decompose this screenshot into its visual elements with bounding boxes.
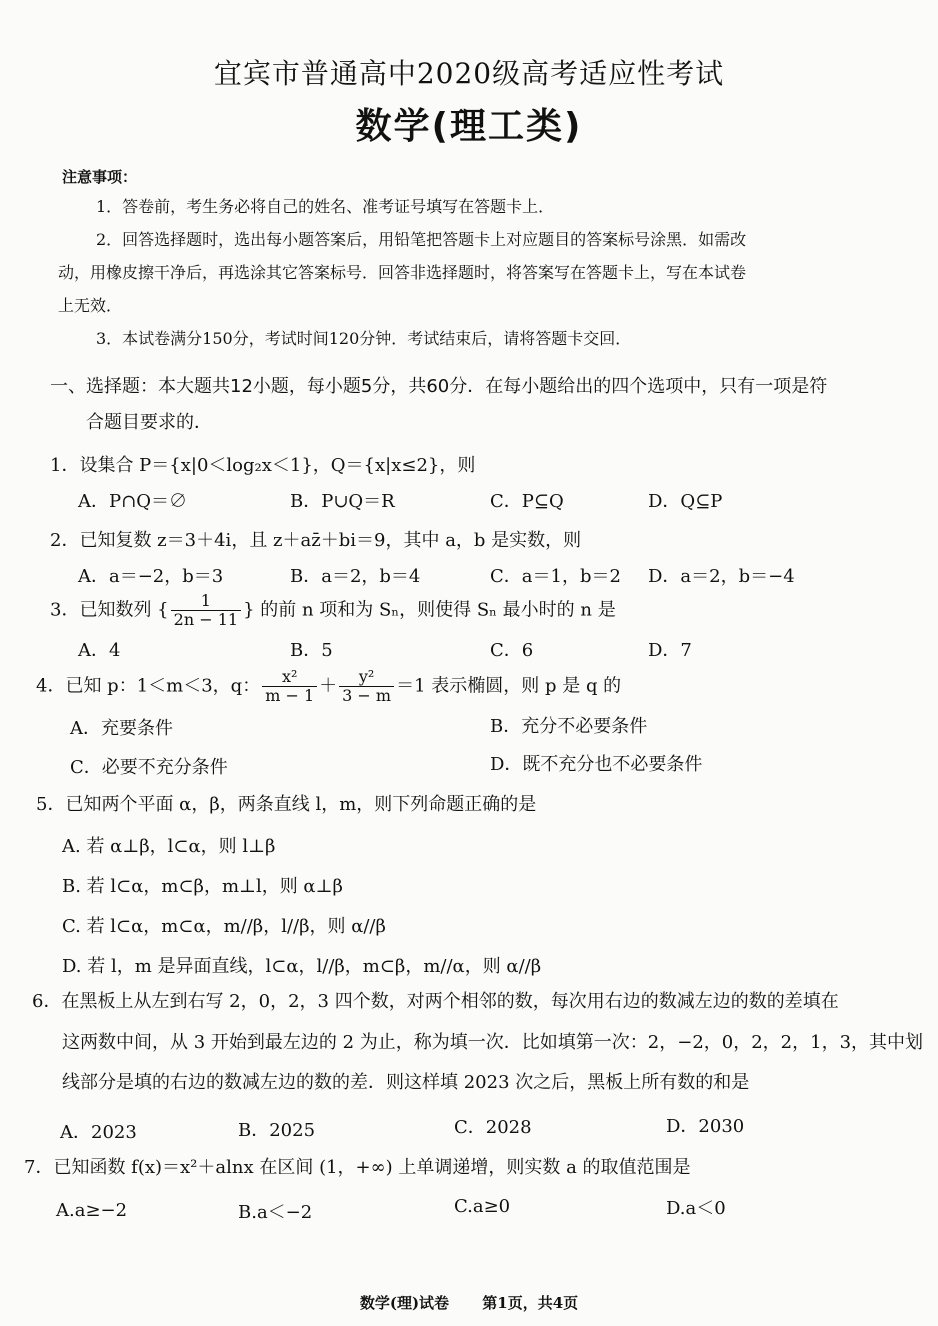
exam-title: 宜宾市普通高中2020级高考适应性考试 [213,57,725,90]
subject-title: 数学(理工类) [355,106,583,147]
question-4-stem [36,668,621,705]
question-2-option-d: D．a＝2，b＝−4 [648,566,795,587]
question-4-option-b: B．充分不必要条件 [490,716,648,737]
question-3-option-c: C．6 [490,640,534,661]
question-2-stem: 2．已知复数 z＝3＋4i，且 z＋az̄＋bi＝9，其中 a，b 是实数，则 [50,530,582,551]
question-4-plus: ＋ [319,675,338,697]
question-4-fraction-2-den: 3 − m [342,686,392,705]
question-4-stem-post: ＝1 表示椭圆，则 p 是 q 的 [396,675,622,697]
notice-heading: 注意事项： [62,168,138,186]
question-4-option-d: D．既不充分也不必要条件 [490,754,703,775]
question-6-option-a: A．2023 [60,1122,137,1143]
notice-item-3: 3．本试卷满分150分，考试时间120分钟．考试结束后，请将答题卡交回． [96,329,632,348]
question-4-fraction-2 [339,668,394,705]
notice-item-2-cont: 动，用橡皮擦干净后，再选涂其它答案标号．回答非选择题时，将答案写在答题卡上，写在本试卷 [58,263,747,282]
question-5-option-d: D. 若 l，m 是异面直线，l⊂α，l//β，m⊂β，m//α，则 α//β [62,956,542,977]
question-6-line-3: 线部分是填的右边的数减左边的数的差．则这样填 2023 次之后，黑板上所有数的和是 [62,1072,750,1093]
question-2-option-c: C．a＝1，b＝2 [490,566,621,587]
question-5-option-a: A. 若 α⊥β，l⊂α，则 l⊥β [62,836,276,857]
question-1-stem: 1．设集合 P＝{x|0＜log₂x＜1}，Q＝{x|x≤2}，则 [50,455,476,476]
notice-item-1: 1．答卷前，考生务必将自己的姓名、准考证号填写在答题卡上． [96,197,555,216]
notice-item-2: 2．回答选择题时，选出每小题答案后，用铅笔把答题卡上对应题目的答案标号涂黑．如需改 [96,230,747,249]
question-6-option-c: C．2028 [454,1117,532,1138]
question-4-stem-pre: 4．已知 p：1＜m＜3，q： [36,675,261,697]
question-7-option-d: D.a＜0 [666,1198,726,1219]
question-3-stem-post: } 的前 n 项和为 Sₙ，则使得 Sₙ 最小时的 n 是 [243,599,616,621]
question-4-fraction-1-den: m − 1 [265,686,315,705]
question-5-option-b: B. 若 l⊂α，m⊂β，m⊥l，则 α⊥β [62,876,343,897]
question-3-option-d: D．7 [648,640,692,661]
question-4-fraction-1-num: x² [262,668,317,687]
question-2-option-a: A．a＝−2，b＝3 [78,566,224,587]
question-3-option-a: A．4 [78,640,121,661]
notice-item-2-end: 上无效． [58,296,123,315]
question-3-fraction-num: 1 [171,592,241,611]
question-3-stem-pre: 3．已知数列 { [50,599,169,621]
question-3-stem [50,592,616,629]
question-1-option-d: D．Q⊆P [648,491,723,512]
question-5-option-c: C. 若 l⊂α，m⊂α，m//β，l//β，则 α//β [62,916,386,937]
question-3-fraction-den: 2n − 11 [173,610,239,629]
footer-page-number: 第1页，共4页 [482,1294,579,1312]
question-3-fraction [171,592,241,629]
section-heading-cont: 合题目要求的． [86,412,212,433]
footer-paper-name: 数学(理)试卷 [359,1294,450,1312]
question-1-option-a: A．P∩Q＝∅ [78,491,187,512]
question-6-option-d: D．2030 [666,1116,745,1137]
question-1-option-b: B．P∪Q＝R [290,491,395,512]
question-3-option-b: B．5 [290,640,333,661]
question-2-option-b: B．a＝2，b＝4 [290,566,421,587]
question-4-option-a: A．充要条件 [70,718,173,739]
question-1-option-c: C．P⊆Q [490,491,564,512]
question-7-stem: 7．已知函数 f(x)＝x²＋alnx 在区间 (1，+∞) 上单调递增，则实数 a 的取值范围是 [24,1157,691,1178]
page-footer [0,1292,938,1313]
question-7-option-a: A.a≥−2 [56,1200,128,1221]
question-7-option-b: B.a＜−2 [238,1202,313,1223]
question-4-option-c: C．必要不充分条件 [70,757,228,778]
question-4-fraction-1 [262,668,317,705]
question-7-option-c: C.a≥0 [454,1196,511,1217]
question-6-line-1: 6．在黑板上从左到右写 2，0，2，3 四个数，对两个相邻的数，每次用右边的数减左边的数的差填在 [32,991,839,1012]
question-6-option-b: B．2025 [238,1120,316,1141]
section-heading: 一、选择题：本大题共12小题，每小题5分，共60分．在每小题给出的四个选项中，只有一项是符 [50,376,828,397]
question-6-line-2: 这两数中间，从 3 开始到最左边的 2 为止，称为填一次．比如填第一次：2，−2，0，2，2，1，3，其中划 [62,1032,924,1053]
question-4-fraction-2-num: y² [339,668,394,687]
question-5-stem: 5．已知两个平面 α，β，两条直线 l，m，则下列命题正确的是 [36,794,537,815]
